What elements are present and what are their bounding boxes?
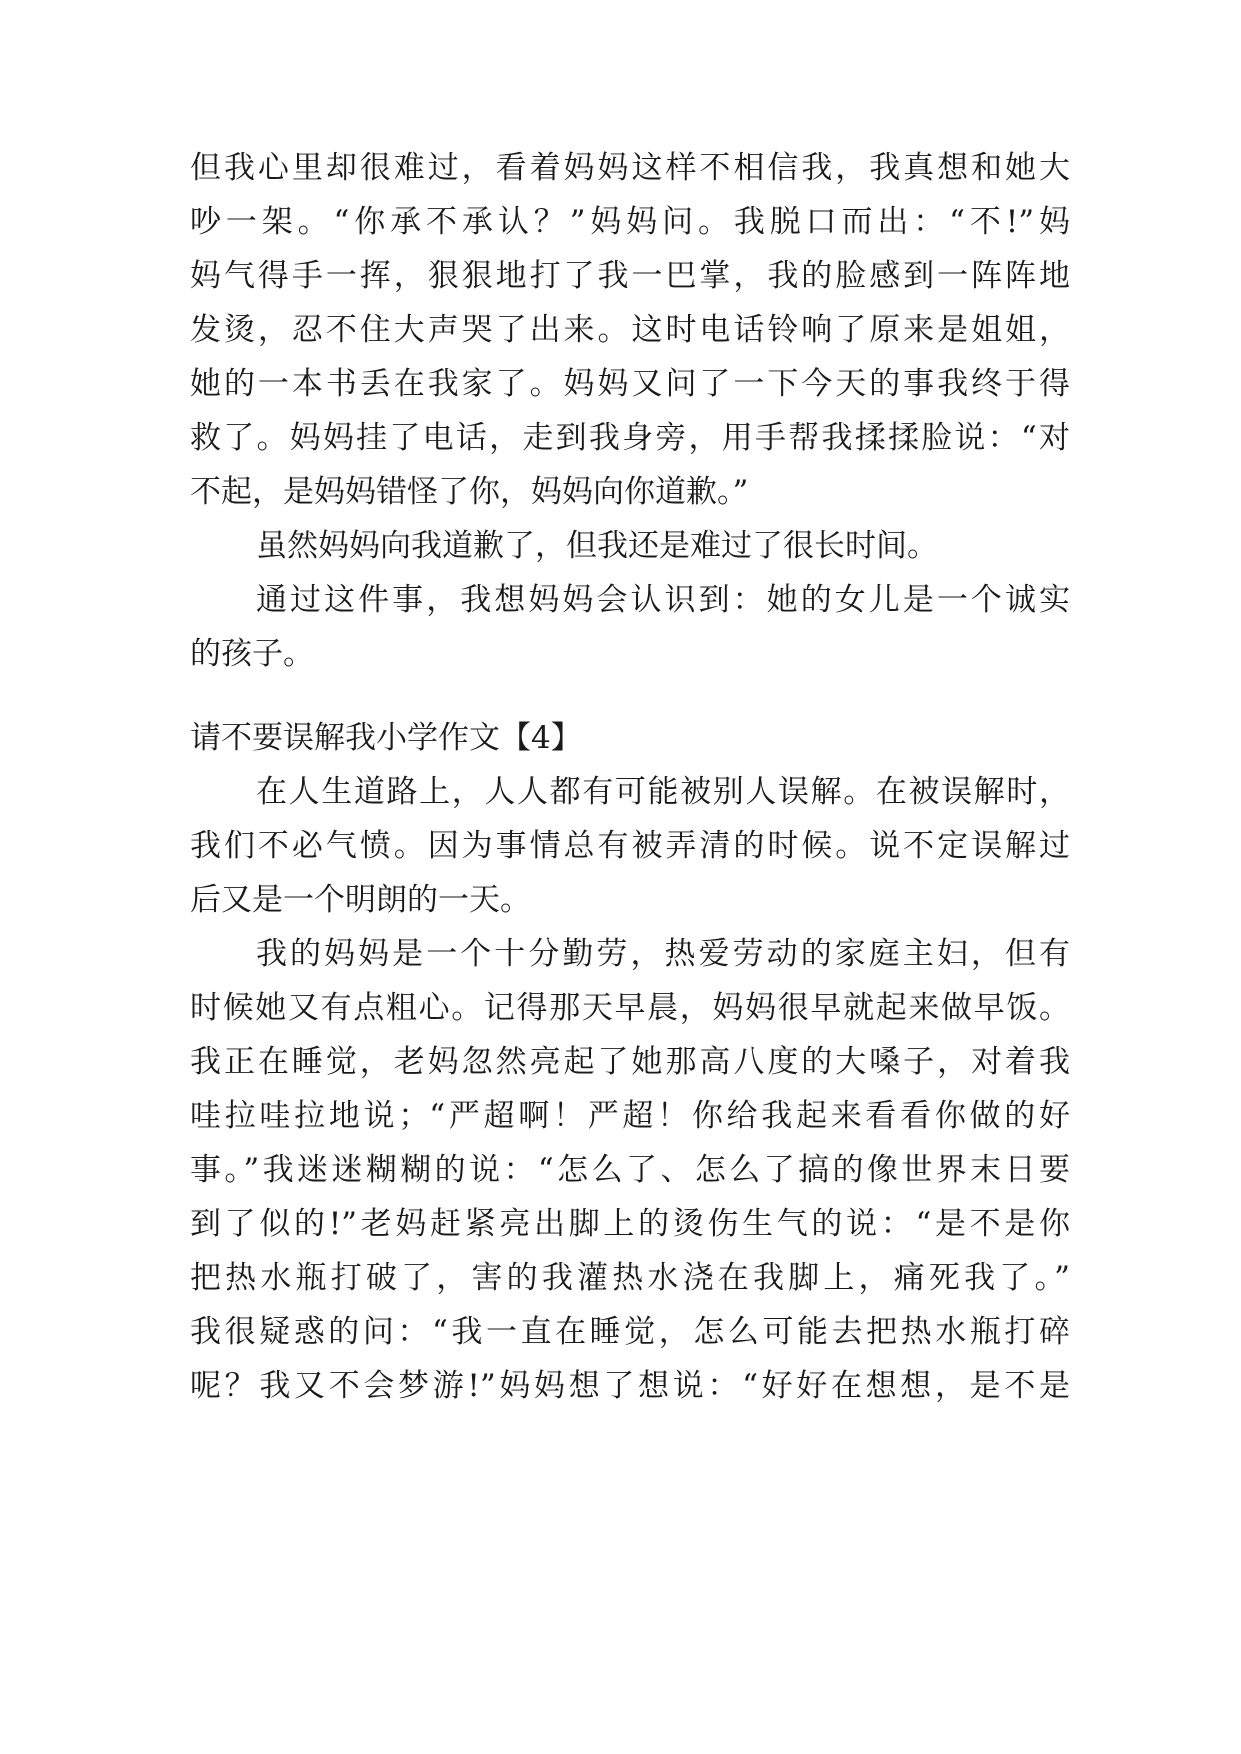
- text-line: 哇拉哇拉地说；“严超啊！严超！你给我起来看看你做的好: [190, 1098, 1070, 1134]
- text-line: 后又是一个明朗的一天。: [190, 882, 531, 918]
- text-line: 她的一本书丢在我家了。妈妈又问了一下今天的事我终于得: [190, 366, 1070, 402]
- text-line: 虽然妈妈向我道歉了，但我还是难过了很长时间。: [256, 528, 938, 564]
- text-line: 但我心里却很难过，看着妈妈这样不相信我，我真想和她大: [190, 150, 1070, 186]
- text-line: 呢？我又不会梦游!”妈妈想了想说：“好好在想想，是不是: [190, 1368, 1070, 1404]
- text-line: 妈气得手一挥，狠狠地打了我一巴掌，我的脸感到一阵阵地: [190, 258, 1070, 294]
- text-line: 我很疑惑的问：“我一直在睡觉，怎么可能去把热水瓶打碎: [190, 1314, 1070, 1350]
- text-line: 我正在睡觉，老妈忽然亮起了她那高八度的大嗓子，对着我: [190, 1044, 1070, 1080]
- text-line: 的孩子。: [190, 636, 314, 672]
- text-line: 我们不必气愤。因为事情总有被弄清的时候。说不定误解过: [190, 828, 1070, 864]
- text-line: 发烫，忍不住大声哭了出来。这时电话铃响了原来是姐姐，: [190, 312, 1070, 348]
- text-line: 我的妈妈是一个十分勤劳，热爱劳动的家庭主妇，但有: [256, 936, 1070, 972]
- section-heading: 请不要误解我小学作文【4】: [190, 720, 582, 756]
- text-line: 不起，是妈妈错怪了你，妈妈向你道歉。”: [190, 474, 749, 510]
- text-line: 事。”我迷迷糊糊的说：“怎么了、怎么了搞的像世界末日要: [190, 1152, 1070, 1188]
- text-line: 通过这件事，我想妈妈会认识到：她的女儿是一个诚实: [256, 582, 1070, 618]
- text-line: 把热水瓶打破了，害的我灌热水浇在我脚上，痛死我了。”: [190, 1260, 1070, 1296]
- text-line: 在人生道路上，人人都有可能被别人误解。在被误解时，: [256, 774, 1070, 810]
- text-line: 吵一架。“你承不承认？”妈妈问。我脱口而出：“不!”妈: [190, 204, 1070, 240]
- text-line: 时候她又有点粗心。记得那天早晨，妈妈很早就起来做早饭。: [190, 990, 1070, 1026]
- text-line: 救了。妈妈挂了电话，走到我身旁，用手帮我揉揉脸说：“对: [190, 420, 1070, 456]
- text-line: 到了似的!”老妈赶紧亮出脚上的烫伤生气的说：“是不是你: [190, 1206, 1070, 1242]
